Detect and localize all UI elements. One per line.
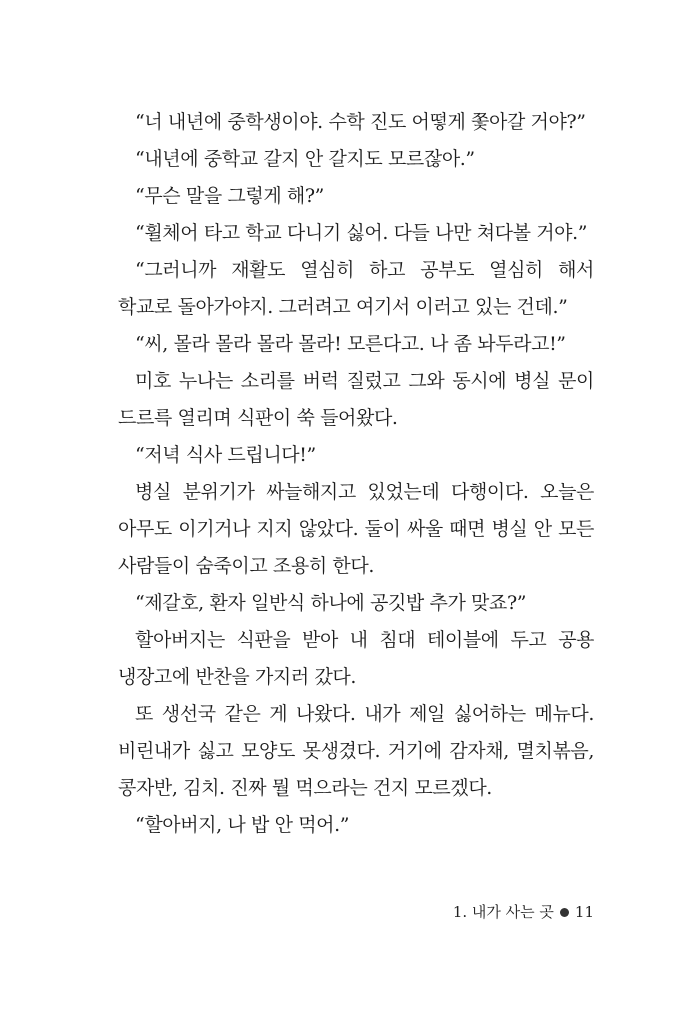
bullet-dot-icon <box>560 908 569 917</box>
paragraph: “너 내년에 중학생이야. 수학 진도 어떻게 쫓아갈 거야?” <box>135 111 586 133</box>
paragraph: “씨, 몰라 몰라 몰라 몰라! 모른다고. 나 좀 놔두라고!” <box>135 333 566 355</box>
paragraph: “할아버지, 나 밥 안 먹어.” <box>135 814 350 836</box>
paragraph: “휠체어 타고 학교 다니기 싫어. 다들 나만 쳐다볼 거야.” <box>135 222 588 244</box>
paragraph: “무슨 말을 그렇게 해?” <box>135 185 324 207</box>
paragraph: “저녁 식사 드립니다!” <box>135 444 316 466</box>
paragraph: 미호 누나는 소리를 버럭 질렀고 그와 동시에 병실 문이 드르륵 열리며 식판이 쑥 들어왔다. <box>118 370 594 429</box>
chapter-title: 1. 내가 사는 곳 <box>452 903 554 921</box>
paragraph: 병실 분위기가 싸늘해지고 있었는데 다행이다. 오늘은 아무도 이기거나 지지 않았다. 둘이 싸울 때면 병실 안 모든 사람들이 숨죽이고 조용히 한다. <box>118 481 594 577</box>
paragraph: “그러니까 재활도 열심히 하고 공부도 열심히 해서 학교로 돌아가야지. 그러려고 여기서 이러고 있는 건데.” <box>118 259 594 318</box>
paragraph: 할아버지는 식판을 받아 내 침대 테이블에 두고 공용 냉장고에 반찬을 가지러 갔다. <box>118 629 594 688</box>
body-text <box>118 104 594 844</box>
paragraph: “내년에 중학교 갈지 안 갈지도 모르잖아.” <box>135 148 475 170</box>
page-footer <box>453 902 594 922</box>
paragraph: “제갈호, 환자 일반식 하나에 공깃밥 추가 맞죠?” <box>135 592 527 614</box>
page-number: 11 <box>574 903 594 921</box>
paragraph: 또 생선국 같은 게 나왔다. 내가 제일 싫어하는 메뉴다. 비린내가 싫고 모양도 못생겼다. 거기에 감자채, 멸치볶음, 콩자반, 김치. 진짜 뭘 먹으라는 건지 모르겠다. <box>118 703 594 799</box>
